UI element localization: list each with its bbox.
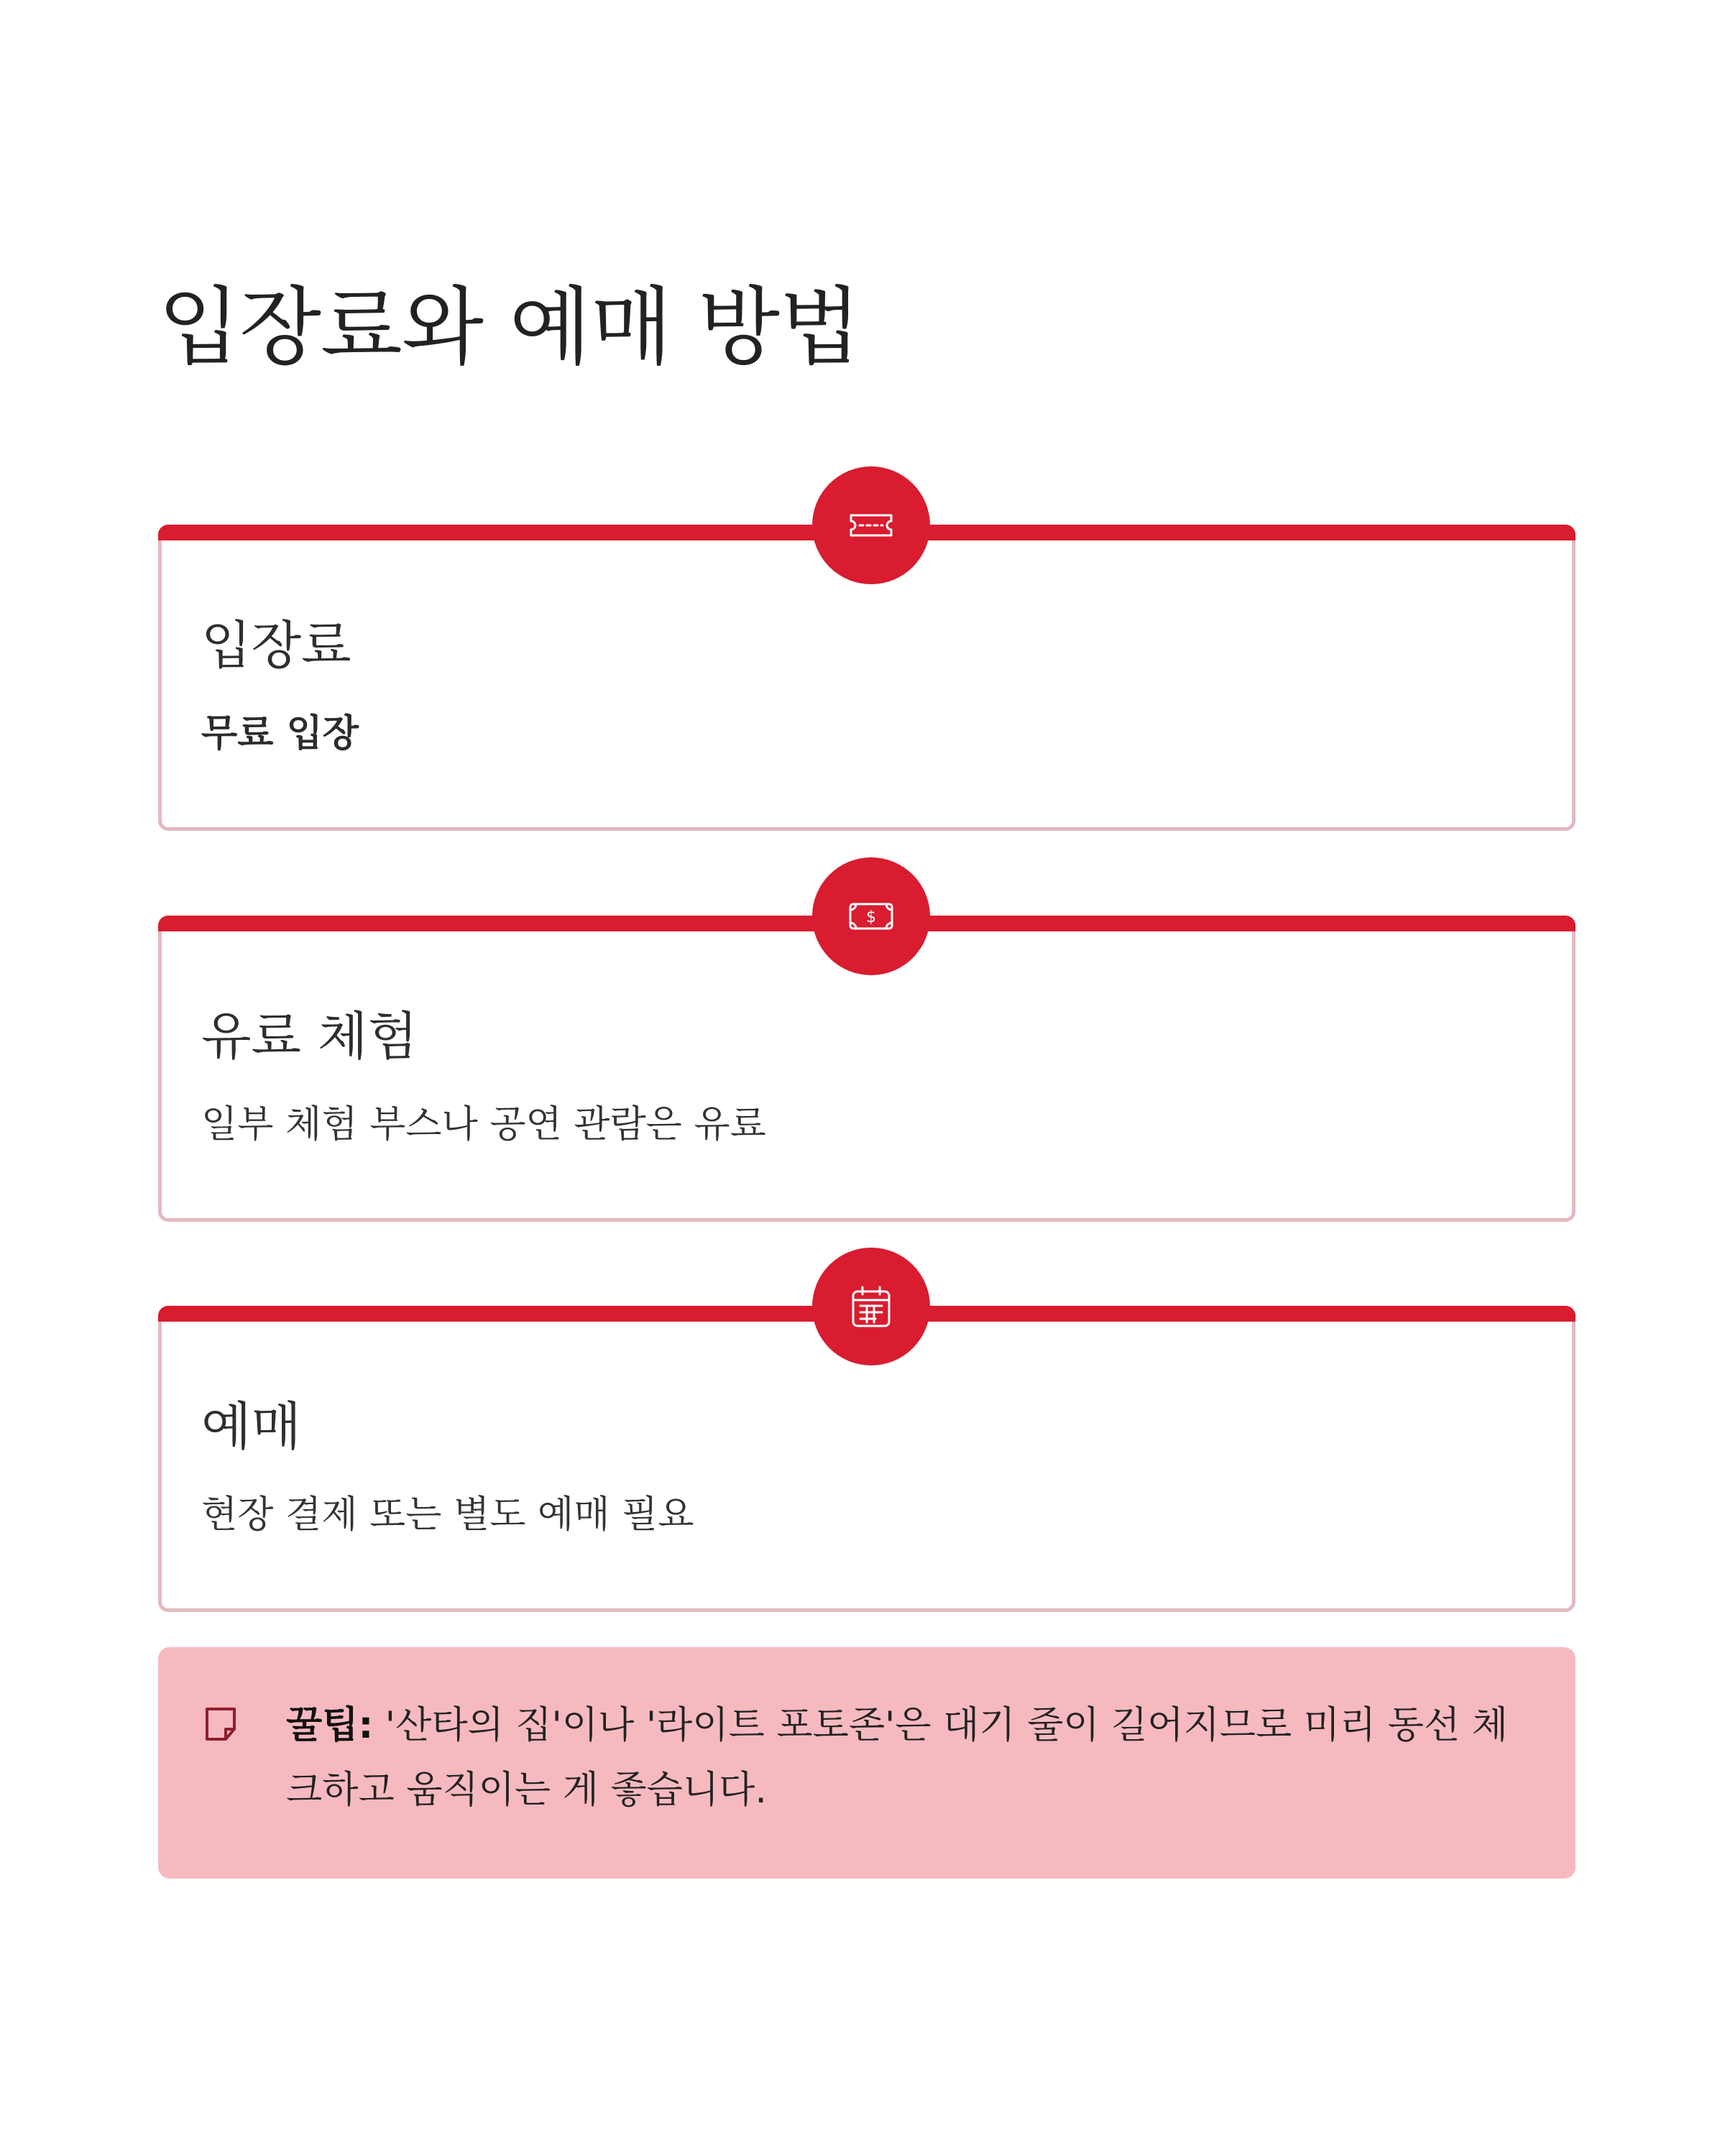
- card-title: 예매: [201, 1396, 302, 1457]
- svg-text:$: $: [866, 908, 876, 926]
- tip-text: [286, 1693, 1537, 1823]
- card-text: 무료 입장: [201, 712, 359, 755]
- card-reservation: [158, 1306, 1576, 1612]
- card-text: 현장 결제 또는 별도 예매 필요: [201, 1493, 694, 1537]
- card-title: 입장료: [201, 615, 351, 676]
- tip-label: 꿀팁:: [286, 1704, 374, 1747]
- tip-message: '산타의 집'이나 '라이트 포토존'은 대기 줄이 길어지므로 미리 동선 체크하고 움직이는 게 좋습니다.: [286, 1704, 1509, 1812]
- card-paid-experience: [158, 908, 1576, 1222]
- card-title: 유료 체험: [201, 1006, 418, 1067]
- card-text: 일부 체험 부스나 공연 관람은 유료: [201, 1103, 766, 1146]
- tip-box: [158, 1647, 1576, 1879]
- ticket-icon: [812, 466, 930, 584]
- page-title: 입장료와 예매 방법: [158, 277, 860, 377]
- sticky-note-icon: [201, 1705, 240, 1743]
- card-admission: [158, 525, 1576, 831]
- calendar-icon: [812, 1248, 930, 1365]
- money-icon: [812, 857, 930, 975]
